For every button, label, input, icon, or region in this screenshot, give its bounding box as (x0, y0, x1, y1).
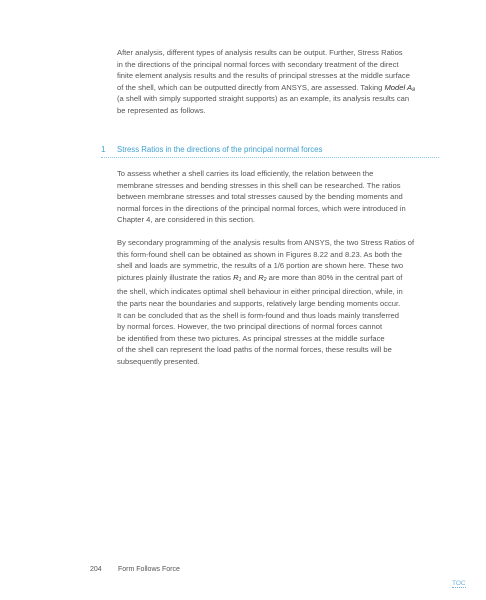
text-fragment: pictures plainly illustrate the ratios (117, 272, 234, 282)
running-footer-title: Form Follows Force (118, 566, 180, 573)
text-line: be identified from these two pictures. As principal stresses at the middle surface (117, 333, 385, 343)
text-line: by normal forces. However, the two principal directions of normal forces cannot (117, 322, 383, 332)
text-line: between membrane stresses and total stresses caused by the bending moments and (117, 192, 403, 202)
text-line: be represented as follows. (117, 105, 206, 115)
section-heading: Stress Ratios in the directions of the principal normal forces (117, 145, 323, 154)
text-line: in the directions of the principal normal forces with secondary treatment of the direct (117, 59, 399, 69)
intro-paragraph (117, 47, 439, 117)
text-line: To assess whether a shell carries its load efficiently, the relation between the (117, 169, 374, 178)
model-name: Model A₈ (384, 82, 416, 92)
text-fragment: and (241, 272, 259, 282)
text-line: It can be concluded that as the shell is form-found and thus loads mainly transferred (117, 310, 399, 320)
text-line (117, 272, 439, 287)
text-line: Chapter 4, are considered in this section. (117, 215, 256, 225)
text-line: the shell, which indicates optimal shell behaviour in either principal direction, while, in (117, 287, 403, 297)
text-line: (a shell with simply supported straight supports) as an example, its analysis results can (117, 94, 410, 104)
page-number: 204 (90, 566, 102, 573)
ratio-r2-subscript: 2 (263, 276, 267, 283)
text-line: of the shell can represent the load paths of the normal forces, these results will be (117, 345, 392, 355)
efficiency-paragraph (117, 168, 439, 226)
text-line: finite element analysis results and the results of principal stresses at the middle surface (117, 71, 410, 81)
text-line: the parts near the boundaries and supports, relatively large bending moments occur. (117, 298, 401, 308)
text-line: By secondary programming of the analysis results from ANSYS, the two Stress Ratios of (117, 238, 415, 247)
ratio-r1-base: R (233, 272, 239, 282)
text-fragment: of the shell, which can be outputted directly from ANSYS, are assessed. Taking (117, 82, 385, 92)
text-fragment: are more than 80% in the central part of (266, 272, 403, 282)
text-line: subsequently presented. (117, 356, 200, 366)
stress-ratio-paragraph (117, 237, 439, 368)
section-divider (101, 157, 439, 158)
section-number: 1 (101, 145, 106, 154)
text-line: this form-found shell can be obtained as shown in Figures 8.22 and 8.23. As both the (117, 249, 402, 259)
text-line: After analysis, different types of analysis results can be output. Further, Stress Ratios (117, 48, 403, 57)
text-line (117, 82, 439, 94)
toc-link[interactable]: TOC (452, 580, 466, 587)
text-line: normal forces in the directions of the principal normal forces, which were introduced in (117, 203, 406, 213)
ratio-r2 (258, 273, 266, 282)
ratio-r1-subscript: 1 (238, 276, 242, 283)
ratio-r2-base: R (258, 272, 264, 282)
text-line: shell and loads are symmetric, the results of a 1/6 portion are shown here. These two (117, 261, 404, 271)
text-line: membrane stresses and bending stresses in this shell can be researched. The ratios (117, 180, 401, 190)
